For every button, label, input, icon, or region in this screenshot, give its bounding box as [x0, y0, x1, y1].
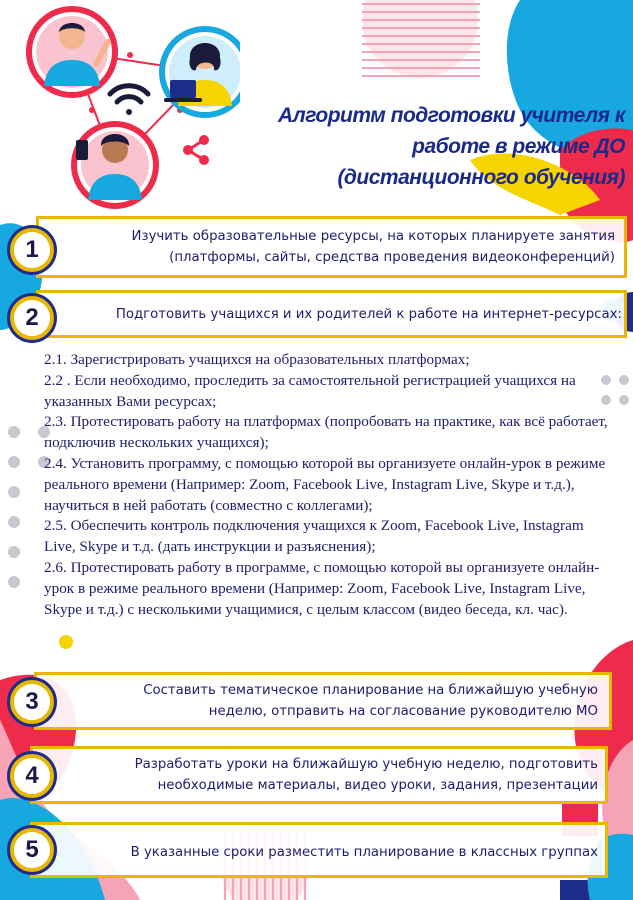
yellow-dot [59, 635, 73, 649]
step-5-line-1: В указанные сроки разместить планирование в классных группах [130, 845, 598, 860]
step-5-text [62, 842, 598, 863]
step-1-text [60, 226, 615, 268]
substep-2-3: 2.3. Протестировать работу на платформах (попробовать на практике, как всё работает, подключив нескольких учащихся); [44, 413, 608, 452]
title-line-2: работе в режиме ДО [412, 135, 625, 158]
title-line-1: Алгоритм подготовки учителя к [277, 104, 625, 127]
substep-2-1: 2.1. Зарегистрировать учащихся на образовательных платформах; [44, 351, 470, 368]
step-2-number: 2 [10, 296, 54, 340]
substep-list [44, 350, 616, 620]
step-3-number: 3 [10, 680, 54, 724]
wifi-icon [110, 86, 148, 115]
step-3-line-2: неделю, отправить на согласование руководителю МО [208, 704, 598, 719]
share-icon [183, 135, 209, 165]
step-4-number: 4 [10, 754, 54, 798]
step-1-line-1: Изучить образовательные ресурсы, на которых планируете занятия [131, 229, 615, 244]
striped-circle-top [362, 0, 480, 78]
step-1-line-2: (платформы, сайты, средства проведения видеоконференций) [169, 250, 615, 265]
step-4-text [62, 754, 598, 796]
step-3-line-1: Составить тематическое планирование на ближайшую учебную [143, 683, 598, 698]
step-5-number: 5 [10, 828, 54, 872]
substep-2-5: 2.5. Обеспечить контроль подключения учащихся к Zoom, Facebook Live, Instagram Live, Skype и т.д. (дать инструкции и разъяснения); [44, 517, 584, 556]
person-with-phone-icon [71, 121, 159, 209]
title-line-3: (дистанционного обучения) [337, 166, 625, 189]
person-pointing-icon [26, 6, 118, 98]
step-2-text [52, 304, 622, 325]
person-with-laptop-icon [159, 26, 240, 118]
step-3-text [62, 680, 598, 722]
step-4-line-1: Разработать уроки на ближайшую учебную неделю, подготовить [134, 757, 598, 772]
substep-2-2: 2.2 . Если необходимо, проследить за самостоятельной регистрацией учащихся на указанных Вами ресурсах; [44, 371, 576, 410]
step-4-line-2: необходимые материалы, видео уроки, задания, презентации [157, 778, 598, 793]
network-illustration [0, 0, 240, 210]
page-title [240, 100, 625, 193]
substep-2-6: 2.6. Протестировать работу в программе, с помощью которой вы организуете онлайн-урок в режиме реального времени (Например: Zoom, Facebook Live, Instagram Live, Skype и т.д.) с несколькими учащимися, с целым классом (видео беседа, кл. час). [44, 558, 600, 618]
step-1-number: 1 [10, 228, 54, 272]
step-2-line-1: Подготовить учащихся и их родителей к работе на интернет-ресурсах: [115, 307, 622, 322]
substep-2-4: 2.4. Установить программу, с помощью которой вы организуете онлайн-урок в режиме реального времени (Например: Zoom, Facebook Live, Instagram Live, Skype и т.д.), научиться в ней работать (совместно с коллегами); [44, 454, 606, 514]
